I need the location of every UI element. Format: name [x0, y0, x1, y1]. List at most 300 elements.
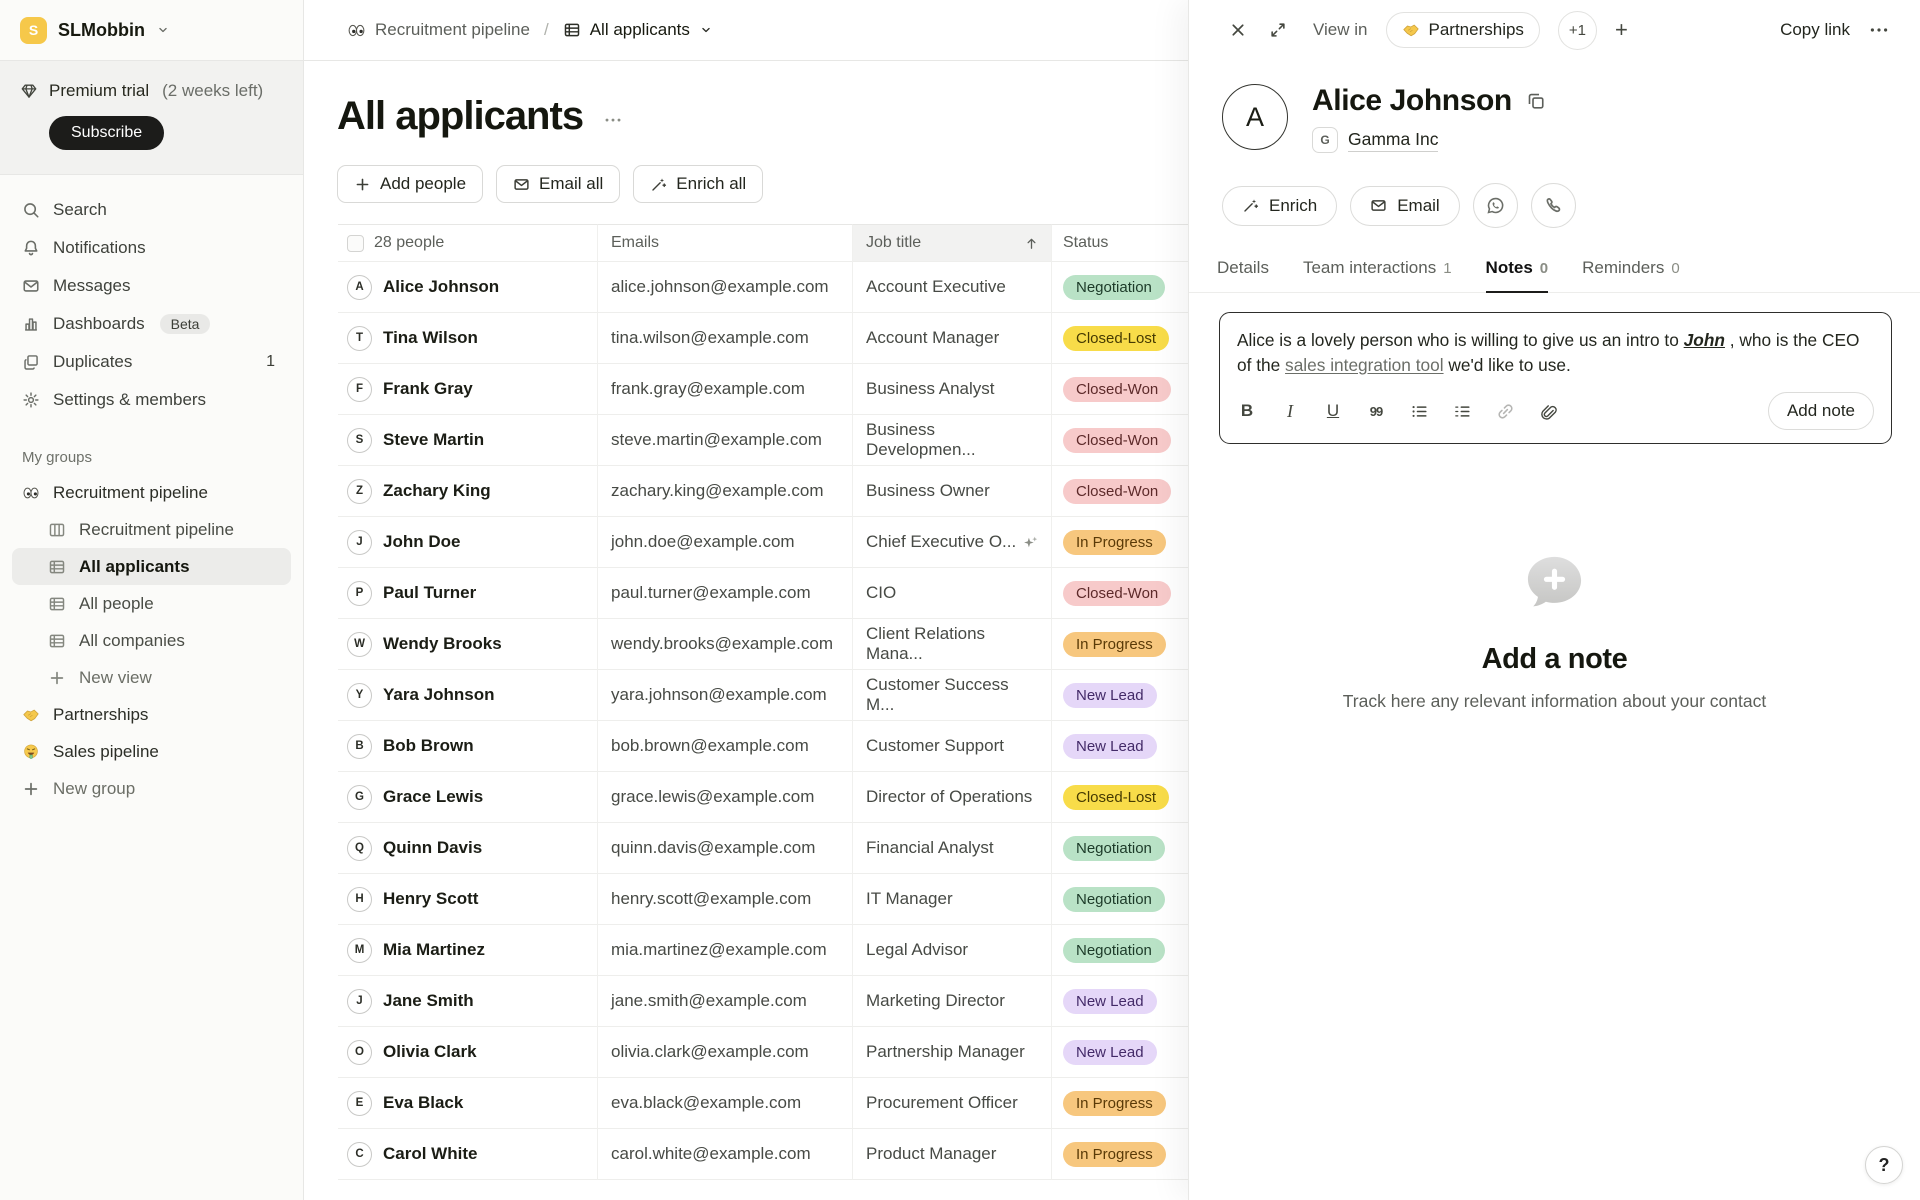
sidebar-group-item[interactable]: [12, 585, 291, 622]
breadcrumb-parent-label: Recruitment pipeline: [375, 20, 530, 39]
email-cell: carol.white@example.com: [598, 1129, 853, 1180]
status-badge[interactable]: In Progress: [1063, 1142, 1166, 1167]
person-name: Carol White: [383, 1144, 478, 1163]
person-name: Henry Scott: [383, 889, 479, 908]
call-button[interactable]: [1531, 183, 1576, 228]
tab-count: 0: [1671, 260, 1680, 277]
person-name: John Doe: [383, 532, 461, 551]
status-cell: [1052, 415, 1188, 466]
sidebar-nav-item[interactable]: [12, 229, 291, 267]
status-cell: [1052, 568, 1188, 619]
job-title-text: Business Analyst: [866, 379, 995, 398]
job-title-text: Chief Executive O...: [866, 532, 1017, 551]
job-title-cell: [853, 619, 1052, 670]
status-cell: [1052, 517, 1188, 568]
avatar: Q: [347, 836, 372, 861]
email-all-label: Email all: [539, 174, 604, 193]
trial-label: Premium trial: [49, 81, 150, 100]
sidebar-nav-item[interactable]: [12, 381, 291, 419]
trial-banner: [0, 61, 303, 175]
avatar: H: [347, 887, 372, 912]
status-badge[interactable]: Closed-Lost: [1063, 326, 1169, 351]
gear-icon: [22, 391, 40, 409]
status-badge[interactable]: Closed-Won: [1063, 581, 1171, 606]
table-row[interactable]: [338, 1078, 1188, 1129]
table-row[interactable]: [338, 619, 1188, 670]
list-view-icon: [48, 632, 66, 650]
sidebar-nav-item[interactable]: [12, 191, 291, 229]
sidebar-nav-item[interactable]: [12, 343, 291, 381]
email-cell: olivia.clark@example.com: [598, 1027, 853, 1078]
email-cell: quinn.davis@example.com: [598, 823, 853, 874]
job-title-cell: [853, 1129, 1052, 1180]
item-count: 1: [266, 353, 275, 370]
email-cell: frank.gray@example.com: [598, 364, 853, 415]
enrich-button[interactable]: [1222, 186, 1337, 226]
numbered-list-button[interactable]: [1452, 401, 1472, 421]
enrich-all-label: Enrich all: [676, 174, 747, 193]
trial-remaining: (2 weeks left): [162, 81, 264, 100]
avatar: A: [347, 275, 372, 300]
mail-icon: [22, 277, 40, 295]
handshake-emoji-icon: [22, 706, 40, 724]
email-cell: tina.wilson@example.com: [598, 313, 853, 364]
status-cell: [1052, 976, 1188, 1027]
close-icon[interactable]: [1227, 19, 1249, 41]
status-cell: [1052, 772, 1188, 823]
name-cell: [338, 874, 598, 925]
record-profile: [1189, 60, 1920, 153]
mail-icon: [1370, 197, 1387, 214]
person-name: Wendy Brooks: [383, 634, 502, 653]
email-cell: paul.turner@example.com: [598, 568, 853, 619]
plus-icon: [22, 780, 40, 798]
avatar: J: [347, 530, 372, 555]
link-button[interactable]: [1495, 401, 1515, 421]
status-badge[interactable]: Negotiation: [1063, 887, 1165, 912]
sidebar-group-item[interactable]: [12, 770, 291, 807]
copies-icon: [22, 353, 40, 371]
name-cell: [338, 364, 598, 415]
add-people-label: Add people: [380, 174, 467, 193]
status-badge[interactable]: New Lead: [1063, 1040, 1157, 1065]
whatsapp-button[interactable]: [1473, 183, 1518, 228]
name-cell: [338, 1129, 598, 1180]
name-cell: [338, 670, 598, 721]
job-title-text: Customer Support: [866, 736, 1004, 755]
name-cell: [338, 976, 598, 1027]
email-cell: henry.scott@example.com: [598, 874, 853, 925]
job-title-cell: [853, 925, 1052, 976]
group-item-label: All applicants: [79, 556, 190, 576]
status-badge[interactable]: Closed-Won: [1063, 428, 1171, 453]
job-title-text: Director of Operations: [866, 787, 1033, 806]
job-title-column-header[interactable]: [853, 224, 1052, 262]
avatar: G: [347, 785, 372, 810]
tab-label: Details: [1217, 258, 1269, 277]
notes-empty-state: [1189, 552, 1920, 712]
bar-chart-icon: [22, 315, 40, 333]
job-title-text: Partnership Manager: [866, 1042, 1025, 1061]
ai-sparkle-icon: [1022, 534, 1039, 551]
avatar: S: [347, 428, 372, 453]
name-cell: [338, 823, 598, 874]
record-tab[interactable]: [1486, 258, 1549, 293]
panel-header: [1189, 0, 1920, 60]
sidebar-nav: [0, 175, 303, 419]
sidebar-item-label: Duplicates: [53, 352, 133, 371]
copy-link-button[interactable]: Copy link: [1780, 20, 1850, 39]
email-cell: mia.martinez@example.com: [598, 925, 853, 976]
avatar: J: [347, 989, 372, 1014]
avatar: A: [1222, 84, 1288, 150]
table-row[interactable]: [338, 1027, 1188, 1078]
job-title-header-label: Job title: [866, 234, 922, 251]
plus-icon: [48, 669, 66, 687]
group-item-label: Recruitment pipeline: [79, 519, 234, 539]
name-cell: [338, 517, 598, 568]
beta-badge: Beta: [160, 314, 211, 334]
sidebar-nav-item[interactable]: [12, 267, 291, 305]
record-tabs: [1189, 258, 1920, 293]
status-badge[interactable]: New Lead: [1063, 683, 1157, 708]
group-item-label: Recruitment pipeline: [53, 482, 208, 502]
list-view-icon: [48, 595, 66, 613]
sidebar-group-item[interactable]: [12, 474, 291, 511]
email-cell: eva.black@example.com: [598, 1078, 853, 1129]
sort-ascending-icon: [1024, 236, 1039, 251]
sidebar-group-item[interactable]: [12, 511, 291, 548]
table-row[interactable]: [338, 262, 1188, 313]
person-name: Alice Johnson: [383, 277, 500, 296]
breadcrumb-parent[interactable]: [347, 20, 530, 40]
table-grid-icon: [48, 521, 66, 539]
record-tab[interactable]: [1217, 258, 1269, 293]
status-badge[interactable]: Negotiation: [1063, 836, 1165, 861]
bell-icon: [22, 239, 40, 257]
status-badge[interactable]: Closed-Won: [1063, 479, 1171, 504]
name-cell: [338, 1078, 598, 1129]
sidebar-item-label: Dashboards: [53, 314, 145, 333]
bold-button[interactable]: B: [1240, 401, 1254, 421]
italic-button[interactable]: I: [1287, 400, 1293, 421]
enrich-label: Enrich: [1269, 195, 1318, 215]
person-name: Jane Smith: [383, 991, 474, 1010]
avatar: O: [347, 1040, 372, 1065]
status-badge[interactable]: Negotiation: [1063, 938, 1165, 963]
sidebar-item-label: Search: [53, 200, 107, 219]
person-name: Yara Johnson: [383, 685, 495, 704]
avatar: C: [347, 1142, 372, 1167]
status-badge[interactable]: Closed-Won: [1063, 377, 1171, 402]
sidebar-group-item[interactable]: [12, 622, 291, 659]
person-name: Quinn Davis: [383, 838, 483, 857]
job-title-cell: [853, 976, 1052, 1027]
person-name: Frank Gray: [383, 379, 473, 398]
name-cell: [338, 1027, 598, 1078]
table-row[interactable]: [338, 874, 1188, 925]
page-title: All applicants: [337, 94, 584, 138]
job-title-cell: [853, 823, 1052, 874]
list-view-icon: [48, 558, 66, 576]
avatar: P: [347, 581, 372, 606]
subscribe-button[interactable]: Subscribe: [49, 116, 164, 150]
email-cell: zachary.king@example.com: [598, 466, 853, 517]
email-cell: bob.brown@example.com: [598, 721, 853, 772]
status-badge[interactable]: In Progress: [1063, 632, 1166, 657]
avatar: M: [347, 938, 372, 963]
speech-bubble-plus-icon: [1523, 552, 1586, 615]
note-segment: sales integration tool: [1285, 355, 1444, 376]
company-avatar: G: [1312, 127, 1338, 153]
status-cell: [1052, 262, 1188, 313]
breadcrumb-current-label: All applicants: [589, 20, 690, 39]
sidebar-group-item[interactable]: [12, 733, 291, 770]
ellipsis-icon[interactable]: [1868, 19, 1890, 41]
status-cell: [1052, 364, 1188, 415]
empty-state-title: Add a note: [1481, 643, 1628, 676]
person-name: Steve Martin: [383, 430, 485, 449]
format-toolbar: [1237, 392, 1874, 430]
note-segment: , who is the CEO of the: [1237, 330, 1860, 376]
wand-icon: [1242, 197, 1259, 214]
avatar: W: [347, 632, 372, 657]
money-face-emoji-icon: [22, 743, 40, 761]
company-link[interactable]: [1312, 127, 1546, 153]
group-item-label: Partnerships: [53, 704, 149, 724]
person-name: Eva Black: [383, 1093, 464, 1112]
breadcrumb-current[interactable]: [563, 20, 713, 40]
status-cell: [1052, 466, 1188, 517]
job-title-cell: [853, 262, 1052, 313]
workspace-switcher[interactable]: [0, 0, 303, 61]
avatar: B: [347, 734, 372, 759]
table-row[interactable]: [338, 517, 1188, 568]
tab-label: Reminders: [1582, 258, 1665, 277]
job-title-cell: [853, 670, 1052, 721]
table-row[interactable]: [338, 925, 1188, 976]
status-cell: [1052, 313, 1188, 364]
status-cell: [1052, 925, 1188, 976]
attachment-button[interactable]: [1538, 401, 1558, 421]
person-name: Paul Turner: [383, 583, 477, 602]
status-cell: [1052, 874, 1188, 925]
partnerships-pill-label: Partnerships: [1428, 20, 1524, 39]
record-panel: [1188, 0, 1920, 1200]
status-badge[interactable]: Negotiation: [1063, 275, 1165, 300]
group-item-label: All people: [79, 593, 154, 613]
help-button[interactable]: ?: [1865, 1146, 1903, 1184]
status-badge[interactable]: In Progress: [1063, 530, 1166, 555]
table-row[interactable]: [338, 415, 1188, 466]
group-item-label: Sales pipeline: [53, 741, 159, 761]
email-cell: jane.smith@example.com: [598, 976, 853, 1027]
list-view-icon: [563, 21, 581, 39]
ellipsis-icon[interactable]: [603, 110, 623, 130]
name-cell: [338, 466, 598, 517]
tab-count: 1: [1443, 260, 1452, 277]
breadcrumb-separator: /: [543, 20, 549, 39]
email-cell: alice.johnson@example.com: [598, 262, 853, 313]
name-cell: [338, 568, 598, 619]
job-title-cell: [853, 517, 1052, 568]
partnerships-list-pill[interactable]: [1386, 12, 1540, 48]
person-name: Bob Brown: [383, 736, 474, 755]
status-badge[interactable]: New Lead: [1063, 989, 1157, 1014]
note-text[interactable]: [1237, 328, 1874, 378]
person-name: Tina Wilson: [383, 328, 478, 347]
job-title-text: CIO: [866, 583, 897, 602]
name-cell: [338, 721, 598, 772]
page-head: [304, 61, 1188, 139]
plus-icon: [354, 176, 371, 193]
table-row[interactable]: [338, 823, 1188, 874]
groups-label: My groups: [22, 449, 93, 466]
status-badge[interactable]: Closed-Lost: [1063, 785, 1169, 810]
whatsapp-icon: [1485, 195, 1506, 216]
job-title-text: Account Manager: [866, 328, 1000, 347]
job-title-text: Legal Advisor: [866, 940, 969, 959]
table-row[interactable]: [338, 772, 1188, 823]
job-title-cell: [853, 568, 1052, 619]
table-row[interactable]: [338, 568, 1188, 619]
avatar: Z: [347, 479, 372, 504]
table-header-row: [338, 224, 1188, 262]
email-cell: yara.johnson@example.com: [598, 670, 853, 721]
status-cell: [1052, 1129, 1188, 1180]
name-cell: [338, 415, 598, 466]
table-row[interactable]: [338, 976, 1188, 1027]
status-column-header[interactable]: Status: [1052, 224, 1188, 262]
email-cell: wendy.brooks@example.com: [598, 619, 853, 670]
workspace-logo: S: [20, 17, 47, 44]
job-title-cell: [853, 466, 1052, 517]
main-content: [304, 0, 1188, 1200]
status-cell: [1052, 721, 1188, 772]
avatar: E: [347, 1091, 372, 1116]
job-title-text: Financial Analyst: [866, 838, 994, 857]
mail-icon: [513, 176, 530, 193]
note-segment: Alice is a lovely person who is willing to give us an intro to: [1237, 330, 1684, 350]
name-cell: [338, 313, 598, 364]
sidebar-item-label: Messages: [53, 276, 131, 295]
empty-state-subtitle: Track here any relevant information about your contact: [1342, 691, 1767, 712]
add-people-button[interactable]: [337, 165, 483, 203]
status-cell: [1052, 670, 1188, 721]
select-all-checkbox[interactable]: [347, 235, 364, 252]
status-badge[interactable]: In Progress: [1063, 1091, 1166, 1116]
phone-icon: [1543, 195, 1564, 216]
job-title-text: Marketing Director: [866, 991, 1005, 1010]
record-tab[interactable]: [1303, 258, 1452, 293]
sidebar: [0, 0, 304, 1200]
enrich-all-button[interactable]: [633, 165, 763, 203]
sidebar-group-item[interactable]: [12, 548, 291, 585]
expand-icon[interactable]: [1267, 19, 1289, 41]
record-name: Alice Johnson: [1312, 84, 1512, 117]
view-toolbar: [304, 139, 1188, 203]
group-item-label: All companies: [79, 630, 185, 650]
sidebar-group-item[interactable]: [12, 659, 291, 696]
gem-icon: [20, 82, 38, 100]
status-cell: [1052, 823, 1188, 874]
sidebar-item-label: Settings & members: [53, 390, 207, 409]
name-cell: [338, 619, 598, 670]
email-label: Email: [1397, 195, 1440, 215]
job-title-cell: [853, 1027, 1052, 1078]
table-row[interactable]: [338, 670, 1188, 721]
add-to-list-button[interactable]: +: [1614, 17, 1628, 42]
email-cell: john.doe@example.com: [598, 517, 853, 568]
email-cell: steve.martin@example.com: [598, 415, 853, 466]
tab-label: Notes: [1485, 258, 1533, 277]
job-title-cell: [853, 721, 1052, 772]
avatar: T: [347, 326, 372, 351]
person-name: Grace Lewis: [383, 787, 484, 806]
table-body: [338, 262, 1188, 1180]
table-row[interactable]: [338, 466, 1188, 517]
avatar: Y: [347, 683, 372, 708]
table-row[interactable]: [338, 721, 1188, 772]
email-button[interactable]: [1350, 186, 1460, 226]
job-title-text: Account Executive: [866, 277, 1006, 296]
breadcrumb: [304, 0, 1188, 61]
person-name: Zachary King: [383, 481, 491, 500]
wand-icon: [650, 176, 667, 193]
table-row[interactable]: [338, 364, 1188, 415]
more-lists-count[interactable]: +1: [1558, 11, 1597, 50]
name-cell: [338, 262, 598, 313]
person-name: Olivia Clark: [383, 1042, 477, 1061]
job-title-text: Procurement Officer: [866, 1093, 1018, 1112]
table-row[interactable]: [338, 313, 1188, 364]
job-title-cell: [853, 1078, 1052, 1129]
job-title-text: Customer Success M...: [866, 675, 1009, 714]
people-count-header: 28 people: [374, 234, 445, 251]
chevron-down-icon: [156, 23, 170, 37]
status-badge[interactable]: New Lead: [1063, 734, 1157, 759]
job-title-text: Business Owner: [866, 481, 990, 500]
group-item-label: New view: [79, 667, 152, 687]
record-tab[interactable]: [1582, 258, 1680, 293]
avatar: F: [347, 377, 372, 402]
underline-button[interactable]: U: [1326, 401, 1340, 421]
job-title-text: Client Relations Mana...: [866, 624, 986, 663]
chevron-down-icon: [699, 23, 713, 37]
person-name: Mia Martinez: [383, 940, 486, 959]
sidebar-group-item[interactable]: [12, 696, 291, 733]
bullet-list-button[interactable]: [1409, 401, 1429, 421]
job-title-text: IT Manager: [866, 889, 953, 908]
sidebar-nav-item[interactable]: [12, 305, 291, 343]
people-table: [338, 224, 1188, 1180]
name-cell: [338, 925, 598, 976]
job-title-text: Business Developmen...: [866, 420, 976, 459]
quote-button[interactable]: 99: [1369, 403, 1383, 419]
copy-icon[interactable]: [1526, 91, 1546, 111]
email-cell: grace.lewis@example.com: [598, 772, 853, 823]
job-title-cell: [853, 313, 1052, 364]
group-item-label: New group: [53, 778, 136, 798]
note-composer[interactable]: [1219, 312, 1892, 444]
add-note-button[interactable]: Add note: [1768, 392, 1874, 430]
job-title-cell: [853, 874, 1052, 925]
emails-column-header[interactable]: Emails: [598, 224, 853, 262]
workspace-name: SLMobbin: [58, 19, 145, 40]
email-all-button[interactable]: [496, 165, 620, 203]
table-row[interactable]: [338, 1129, 1188, 1180]
handshake-icon: [1402, 21, 1420, 39]
